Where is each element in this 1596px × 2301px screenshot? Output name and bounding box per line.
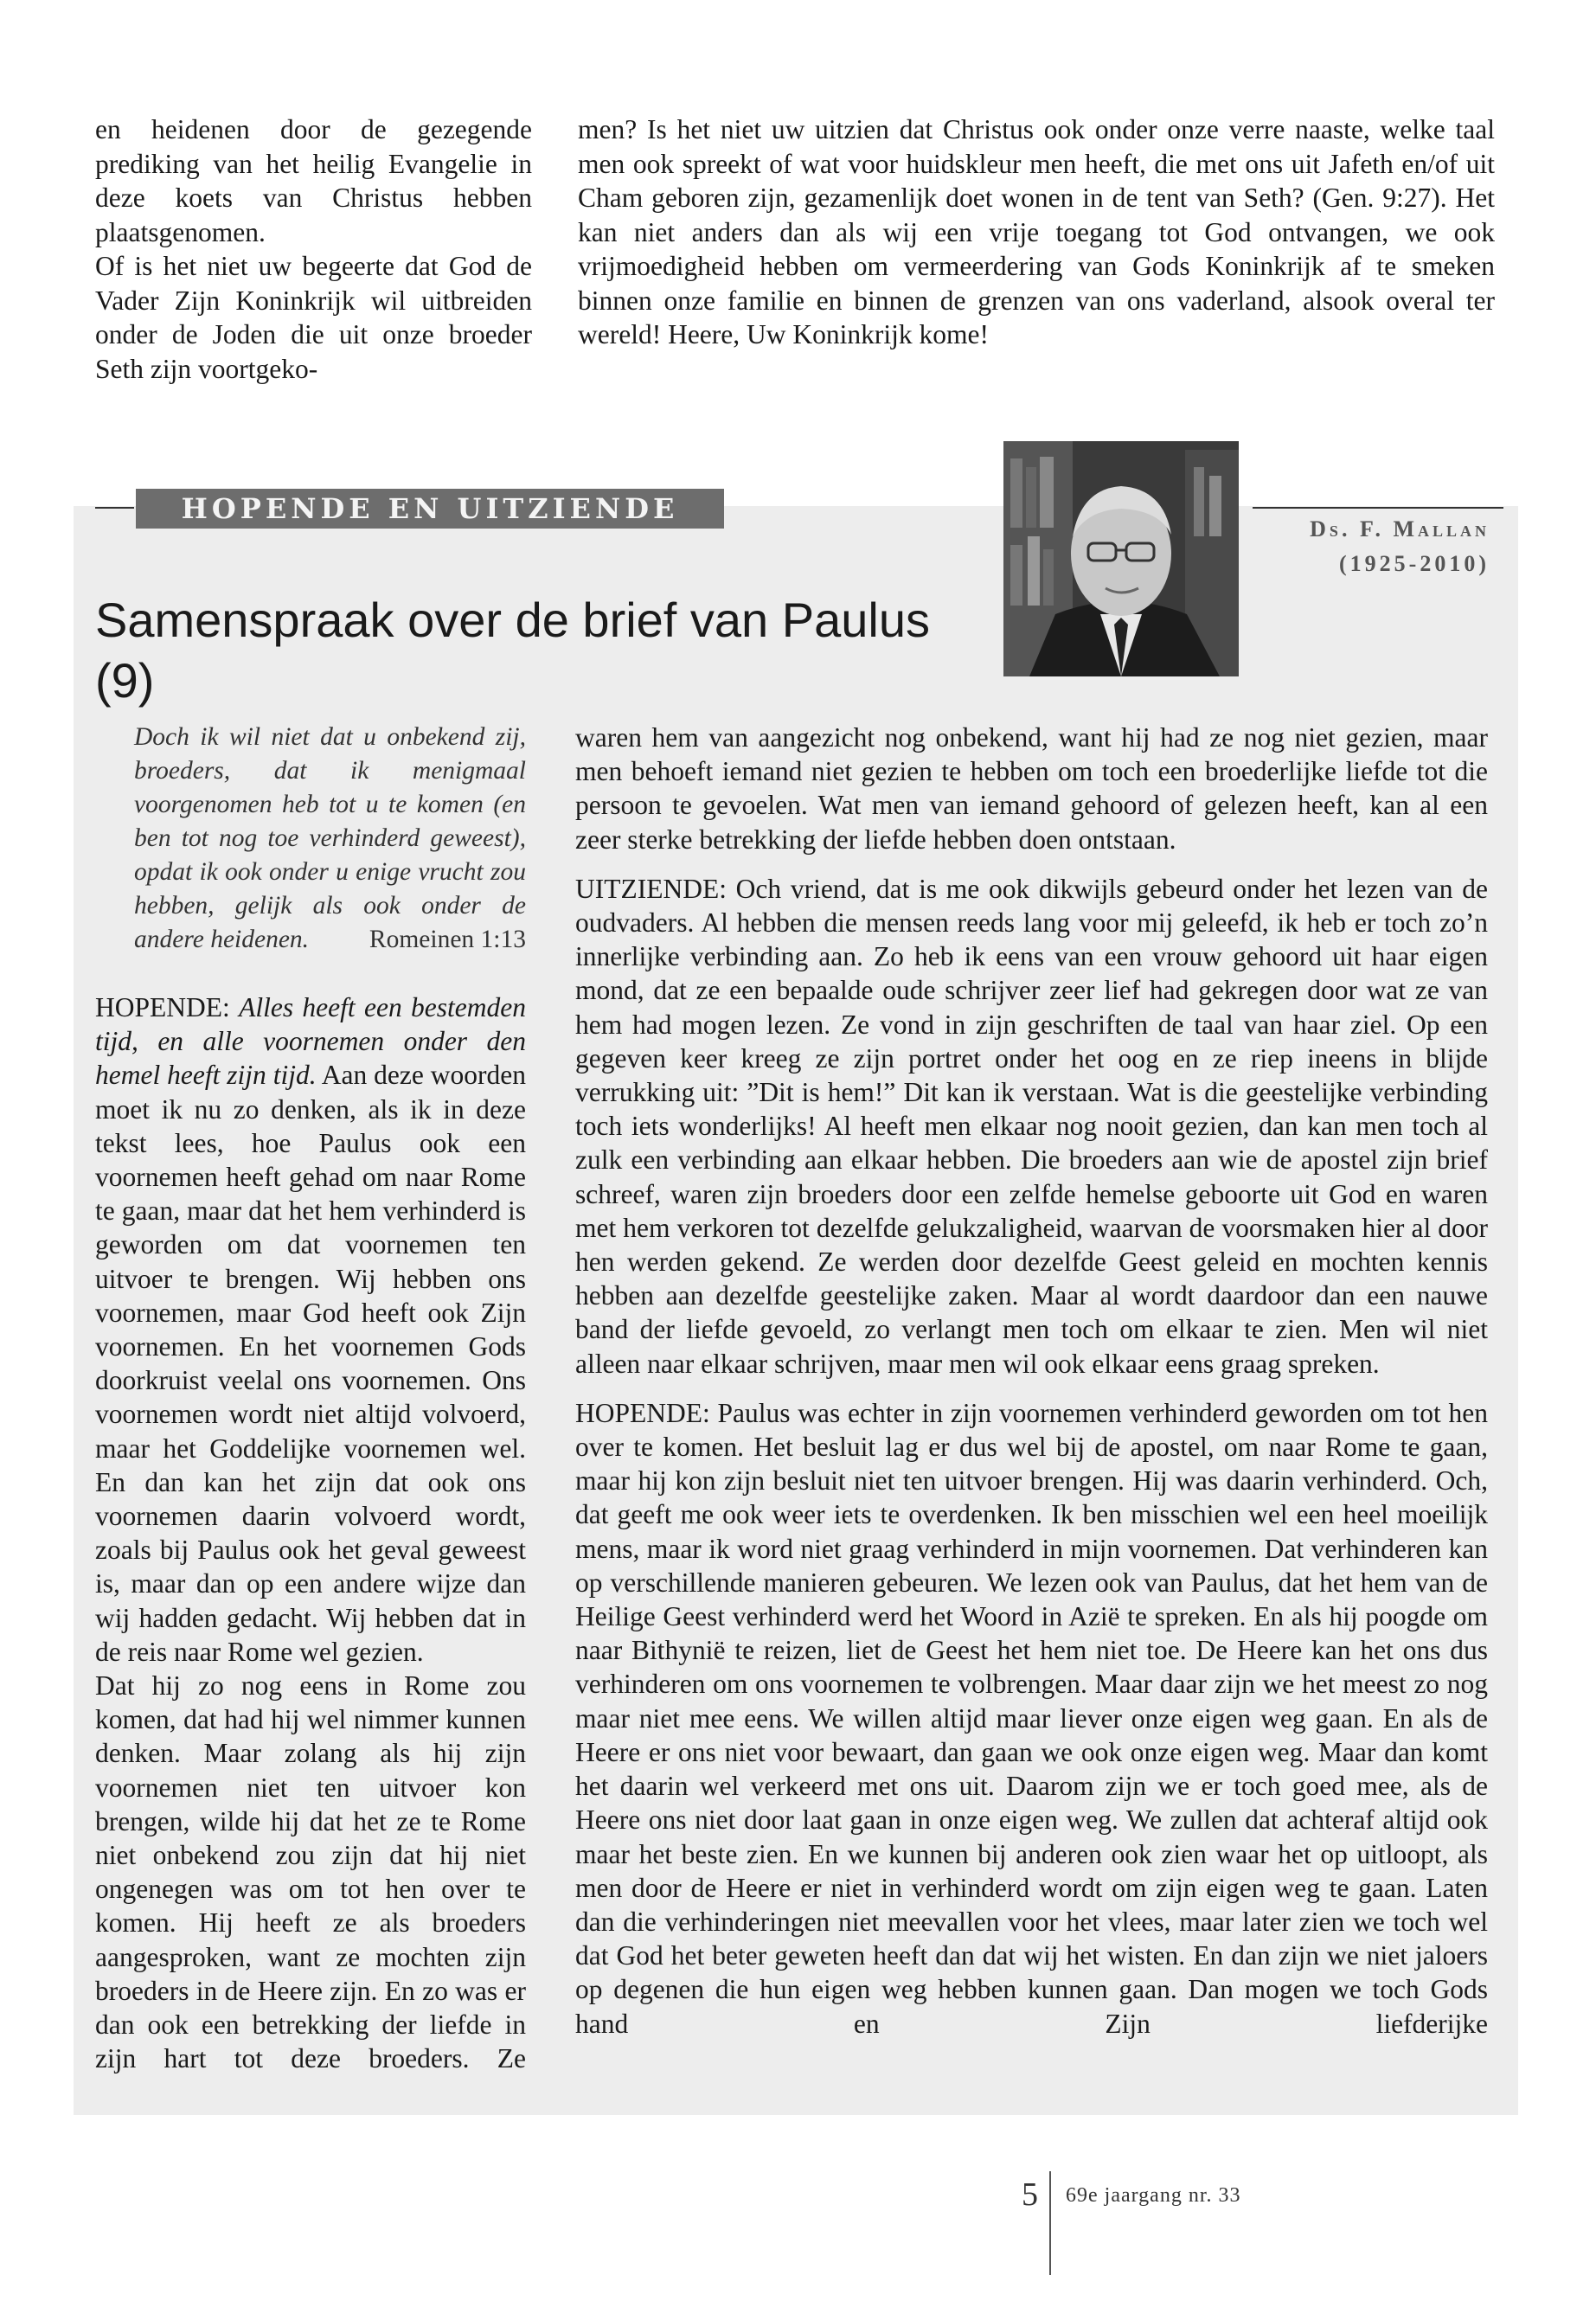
left-paragraph-1-text: Aan deze woorden moet ik nu zo denken, als ik in deze tekst lees, hoe Paulus ook een voornemen heeft gehad om naar Rome te gaan, maar dat het hem verhinderd is geworden om dat voornemen ten uitvoer te brengen. Wij hebben ons voornemen, maar God heeft ook Zijn voornemen. En het voornemen Gods doorkruist veelal ons voornemen. Ons voornemen wordt niet altijd volvoerd, maar het Goddelijke voornemen wel. En dan kan het zijn dat ook ons voornemen daarin volvoerd wordt, zoals bij Paulus ook het geval geweest is, maar dan op een andere wijze dan wij hadden gedacht. Wij hebben dat in de reis naar Rome wel gezien. <box>95 1060 526 1667</box>
header-rule-right <box>1253 507 1503 509</box>
left-paragraph-2: Dat hij zo nog eens in Rome zou komen, dat had hij wel nimmer kunnen denken. Maar zolang als hij zijn voornemen niet ten uitvoer kon brengen, wilde hij dat het ze te Rome niet onbekend zou zijn dat hij niet ongenegen was om tot hen over te komen. Hij heeft ze als broeders aangesproken, want ze mochten zijn broeders in de Heere zijn. En zo was er dan ook een betrekking der liefde in zijn hart tot deze broeders. Ze <box>95 1670 526 2074</box>
article-right-column <box>575 721 1488 2056</box>
quote-text: Doch ik wil niet dat u onbekend zij, broeders, dat ik menigmaal voorgenomen heb tot u te komen (en ben tot nog toe verhinderd geweest), opdat ik ook onder u enige vrucht zou hebben, gelijk als ook onder de andere heidenen. <box>134 723 526 953</box>
left-italic-quote: Alles heeft een bestemden tijd, en alle voornemen onder den hemel heeft zijn tijd. <box>95 992 526 1091</box>
right-paragraph-1: waren hem van aangezicht nog onbekend, want hij had ze nog niet gezien, maar men behoeft iemand niet gezien te hebben om toch een broederlijke liefde tot die persoon te gevoelen. Wat men van iemand gehoord of gelezen heeft, kan al een zeer sterke betrekking der liefde hebben doen ontstaan. <box>575 722 1488 855</box>
continuation-right-paragraph: men? Is het niet uw uitzien dat Christus ook onder onze verre naaste, welke taal men ook spreekt of wat voor huidskleur men heeft, die met ons uit Jafeth en/of uit Cham geboren zijn, gezamenlijk doet wonen in de tent van Seth? (Gen. 9:27). Het kan niet anders dan als wij een vrije toegang tot God ontvangen, we ook vrijmoedigheid hebben om vermeerdering van Gods Koninkrijk af te smeken binnen onze familie en binnen de grenzen van ons vaderland, alsook overal ter wereld! Heere, Uw Koninkrijk kome! <box>578 114 1495 349</box>
left-paragraph-1 <box>95 990 526 1669</box>
continuation-left-paragraph-2: Of is het niet uw begeerte dat God de Vader Zijn Koninkrijk wil uitbreiden onder de Joden die uit onze broeder Seth zijn voortgeko- <box>95 251 532 384</box>
author-years: (1925-2010) <box>1339 551 1490 576</box>
author-portrait <box>1003 441 1239 676</box>
quote-reference: Romeinen 1:13 <box>369 926 526 953</box>
scripture-quote <box>134 721 526 957</box>
footer-divider <box>1049 2171 1051 2275</box>
author-byline <box>1246 512 1490 581</box>
section-label: HOPENDE EN UITZIENDE <box>136 489 724 529</box>
continuation-left-paragraph-1: en heidenen door de gezegende prediking van het heilig Evangelie in deze koets van Christus hebben plaatsgenomen. <box>95 114 532 247</box>
continuation-left-column <box>95 112 532 386</box>
issue-info: 69e jaargang nr. 33 <box>1066 2184 1241 2207</box>
speaker-hopende: HOPENDE: <box>95 992 230 1022</box>
continuation-right-column <box>578 112 1495 352</box>
right-paragraph-2: UITZIENDE: Och vriend, dat is me ook dikwijls gebeurd onder het lezen van de oudvaders. Al hebben die mensen reeds lang voor mij geleefd, ik heb er toch zo’n innerlijke verbinding aan. Zo heb ik eens van een vrouw gehoord uit haar eigen mond, dat ze een bepaalde oude schrijver zeer lief had gekregen door wat ze van hem had mogen lezen. Ze vond in zijn geschriften de taal van haar ziel. Op een gegeven keer kreeg ze zijn portret onder het oog en ze riep ineens in blijde verrukking uit: ”Dit is hem!” Dit kan ik verstaan. Wat is die geestelijke verbinding toch iets wonderlijks! Al heeft men elkaar nog nooit gezien, dan kan men toch al zulk een verbinding aan elkaar hebben. Die broeders aan wie de apostel zijn brief schreef, waren zijn broeders door een zelfde hemelse geboorte uit God en waren met hem verkoren tot dezelfde gelukzaligheid, waarvan de voorsmaken hier al door hen werden gekend. Ze werden door dezelfde Geest geleid en mochten kennis hebben aan dezelfde geestelijke zaken. Maar al wordt daardoor dan een nauwe band der liefde gevoeld, zo verlangt men toch om elkaar te zien. Men wil niet alleen naar elkaar schrijven, maar men wil ook elkaar eens graag spreken. <box>575 873 1488 1379</box>
article-left-column <box>95 990 526 2076</box>
author-name: Ds. F. Mallan <box>1310 516 1490 542</box>
header-rule-left <box>95 507 134 509</box>
article-title: Samenspraak over de brief van Paulus (9) <box>95 593 930 708</box>
page-number: 5 <box>1022 2176 1038 2213</box>
right-paragraph-3: HOPENDE: Paulus was echter in zijn voornemen verhinderd geworden om tot hen over te komen. Het besluit lag er dus wel bij de apostel, om naar Rome te gaan, maar hij kon zijn besluit niet ten uitvoer brengen. Hij was daarin verhinderd. Och, dat geeft me ook weer iets te overdenken. Ik ben misschien wel een heel moeilijk mens, maar ik word niet graag verhinderd in mijn voornemen. Dat verhinderen kan op verschillende manieren gebeuren. We lezen ook van Paulus, dat het hem van de Heilige Geest verhinderd werd het Woord in Azië te spreken. En als hij poogde om naar Bithynië te reizen, liet de Geest het hem niet toe. De Heere kan het ons dus verhinderen om ons voornemen te volbrengen. Maar daar zijn we het meest zo nog maar niet mee eens. We willen altijd maar liever onze eigen weg gaan. En als de Heere er ons niet voor bewaart, dan gaan we ook onze eigen weg. Maar dan komt het daarin wel verkeerd met ons uit. Daarom zijn we er toch goed mee, als de Heere ons niet door laat gaan in onze eigen weg. We zullen dat achteraf altijd ook maar het beste zien. En we kunnen bij anderen ook zien waar het op uitloopt, als men door de Heere er niet in verhinderd wordt om zijn eigen weg te gaan. Laten dan die verhinderingen niet meevallen voor het vlees, maar later zien we toch wel dat God het beter geweten heeft dan dat wij het wisten. En dan zijn we niet jaloers op degenen die hun eigen weg hebben kunnen gaan. Dan mogen we toch Gods hand en Zijn liefderijke <box>575 1397 1488 2039</box>
portrait-photo <box>1003 441 1239 676</box>
